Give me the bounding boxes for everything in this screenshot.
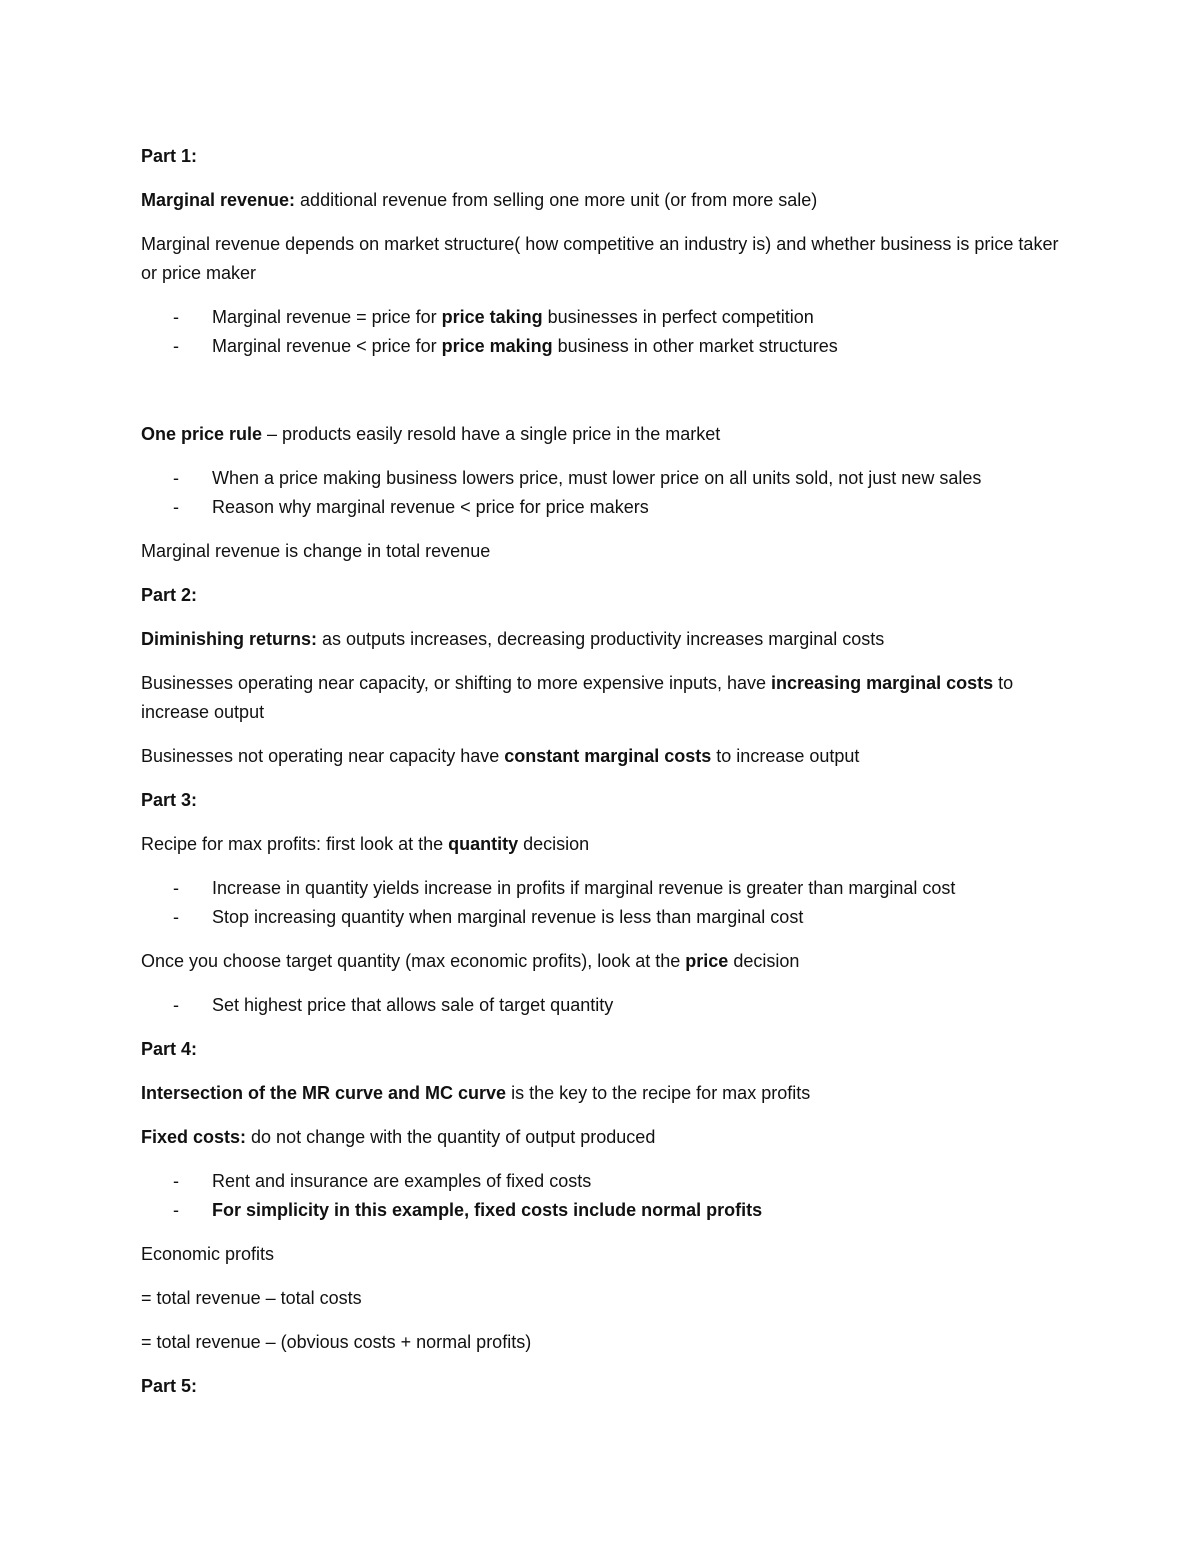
equation-2: = total revenue – (obvious costs + normal profits) (141, 1332, 532, 1352)
list-item: - Set highest price that allows sale of target quantity (173, 995, 614, 1015)
marginal-revenue-definition: Marginal revenue: additional revenue from selling one more unit (or from more sale) (141, 190, 818, 210)
marginal-revenue-change: Marginal revenue is change in total revenue (141, 541, 491, 561)
one-price-rule: One price rule – products easily resold have a single price in the market (141, 424, 721, 444)
list-item: - When a price making business lowers price, must lower price on all units sold, not just new sales (173, 468, 982, 488)
near-capacity: Businesses operating near capacity, or shifting to more expensive inputs, have increasing marginal costs to increase output (141, 673, 1014, 722)
list-item: - Marginal revenue < price for price making business in other market structures (173, 336, 838, 356)
list-item: - Stop increasing quantity when marginal revenue is less than marginal cost (173, 907, 804, 927)
part-1-bullets-b (141, 464, 1071, 522)
part-4-heading: Part 4: (141, 1039, 198, 1059)
part-4-bullets (141, 1167, 1071, 1225)
part-3-bullets-a (141, 874, 1071, 932)
list-item: - Marginal revenue = price for price taking businesses in perfect competition (173, 307, 814, 327)
fixed-costs: Fixed costs: do not change with the quantity of output produced (141, 1127, 656, 1147)
part-2-heading: Part 2: (141, 585, 198, 605)
list-item: - Reason why marginal revenue < price for price makers (173, 497, 649, 517)
part-3-bullets-b (141, 991, 1071, 1020)
price-decision: Once you choose target quantity (max economic profits), look at the price decision (141, 951, 800, 971)
part-1-heading: Part 1: (141, 146, 198, 166)
part-1-bullets-a (141, 303, 1071, 361)
economic-profits: Economic profits (141, 1244, 275, 1264)
marginal-revenue-depends: Marginal revenue depends on market structure( how competitive an industry is) and whether business is price taker or price maker (141, 234, 1059, 283)
part-3-heading: Part 3: (141, 790, 198, 810)
diminishing-returns: Diminishing returns: as outputs increases, decreasing productivity increases marginal costs (141, 629, 885, 649)
not-near-capacity: Businesses not operating near capacity have constant marginal costs to increase output (141, 746, 860, 766)
mr-mc-intersection: Intersection of the MR curve and MC curve is the key to the recipe for max profits (141, 1083, 811, 1103)
list-item: - Rent and insurance are examples of fixed costs (173, 1171, 592, 1191)
equation-1: = total revenue – total costs (141, 1288, 362, 1308)
part-5-heading: Part 5: (141, 1376, 198, 1396)
recipe-quantity: Recipe for max profits: first look at the quantity decision (141, 834, 590, 854)
document-page (141, 142, 1071, 1416)
list-item: - Increase in quantity yields increase in profits if marginal revenue is greater than marginal cost (173, 878, 956, 898)
list-item: - For simplicity in this example, fixed costs include normal profits (173, 1200, 763, 1220)
